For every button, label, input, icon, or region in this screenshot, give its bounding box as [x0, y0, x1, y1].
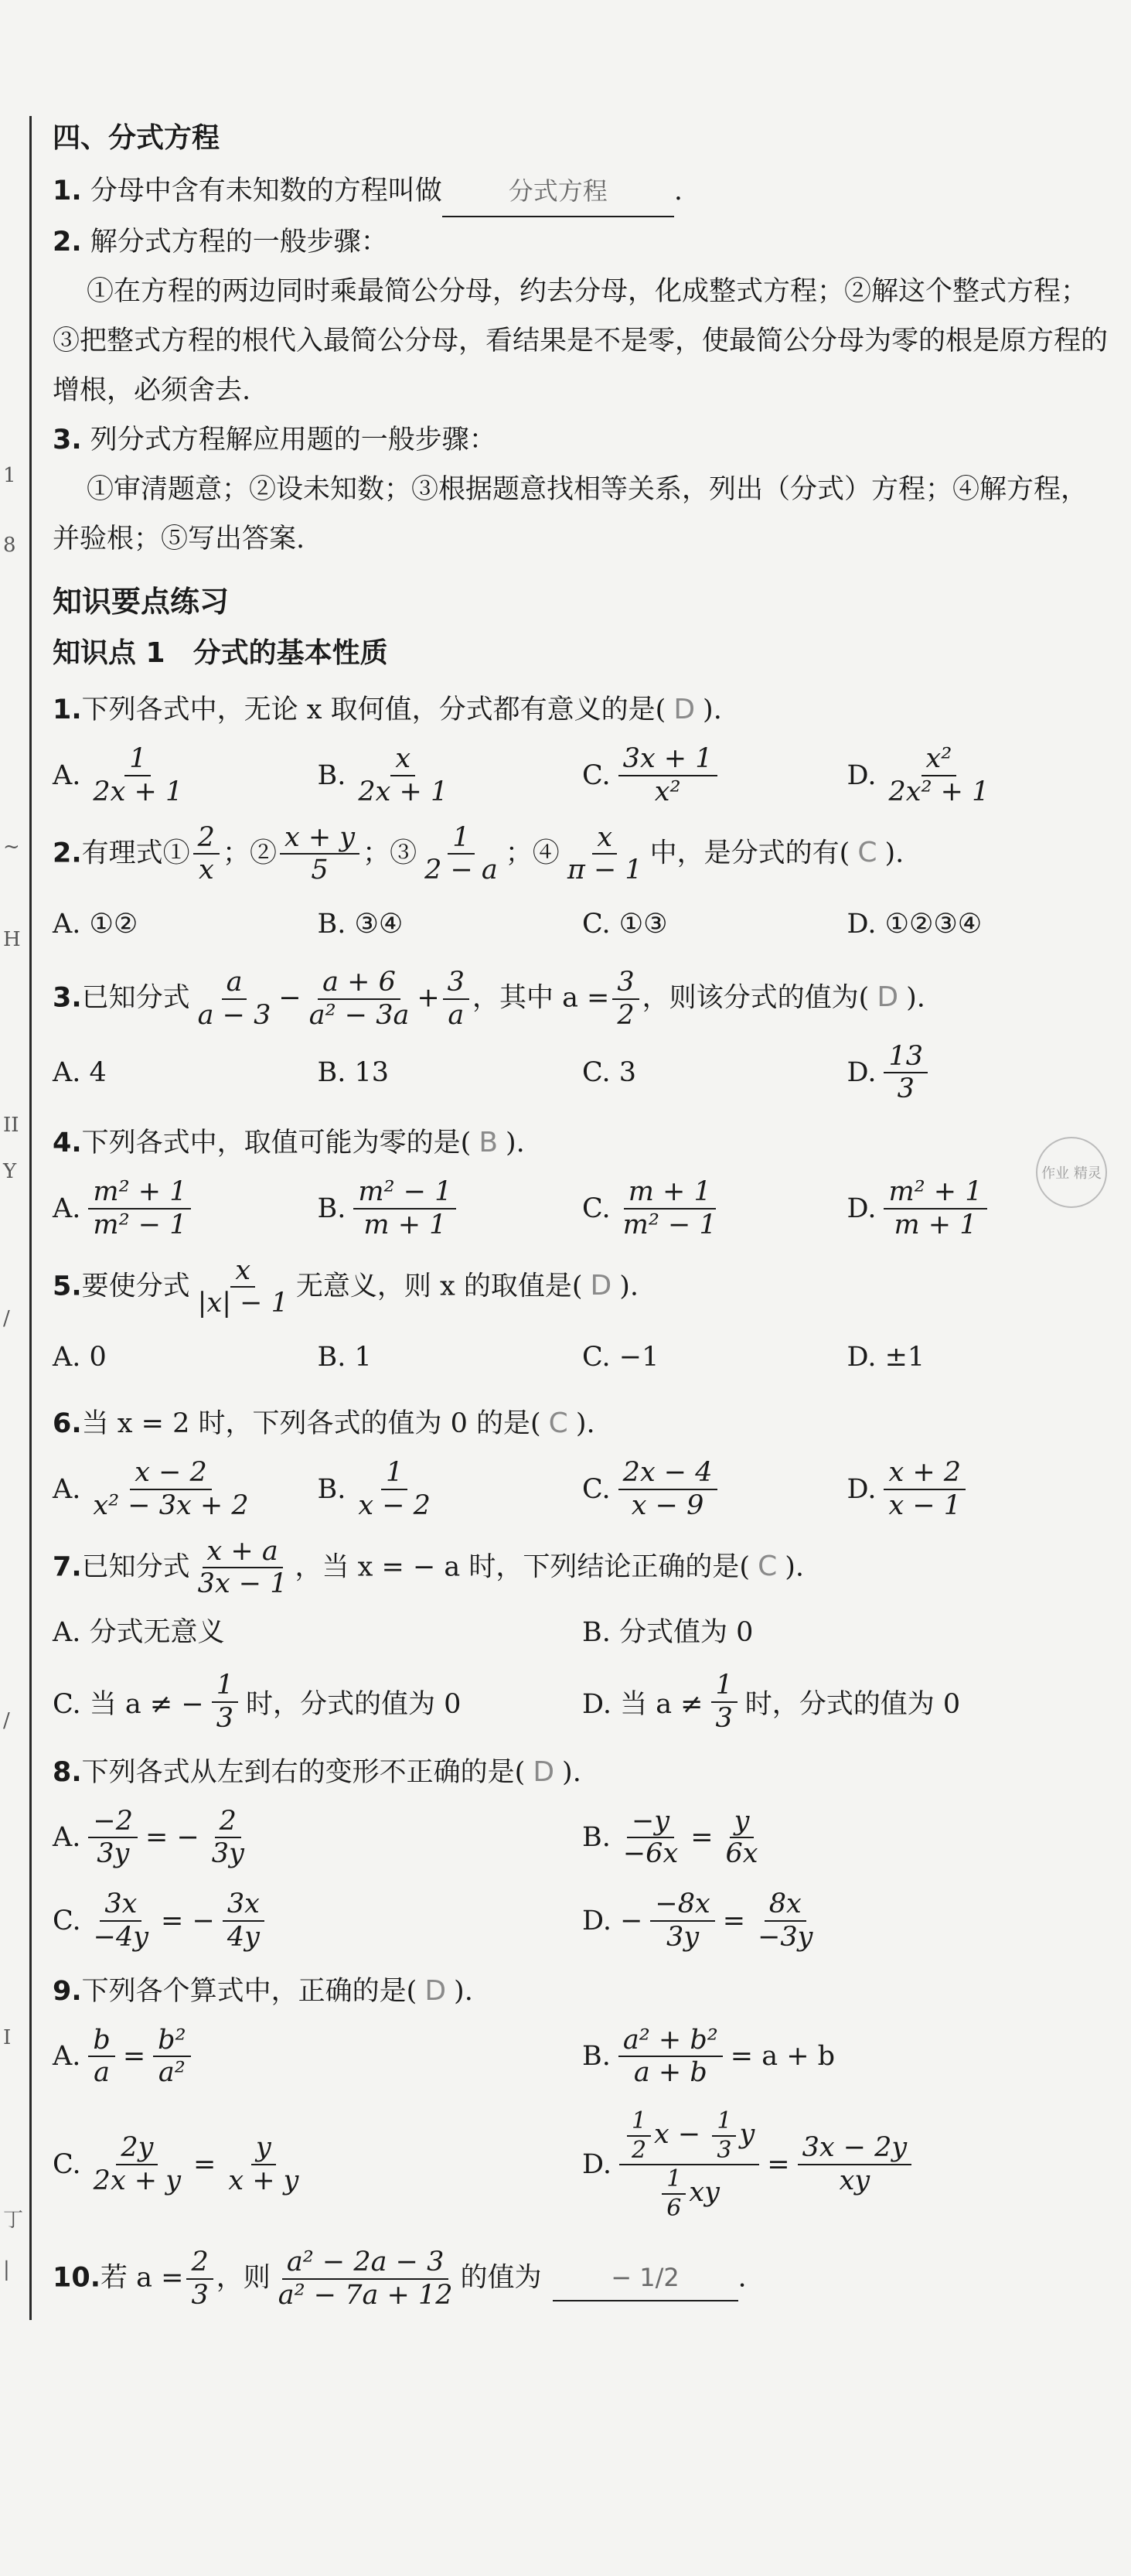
item-2-title: 2. 解分式方程的一般步骤：: [53, 227, 388, 258]
options-8: [53, 1807, 1112, 1952]
option: D. − $\frac{-8x}{3y}$ = $\frac{8x}{-3y}$: [582, 1888, 813, 1953]
option: D. $\frac{x + 2}{x - 1}$: [847, 1459, 1112, 1520]
option: A. $\frac{x - 2}{\text{x² − 3x + 2}}$: [53, 1457, 249, 1521]
item-2-body: ①在方程的两边同时乘最简公分母，约去分母，化成整式方程；②解这个整式方程；③把整式方程的根代入最简公分母，看结果是不是零，使最简公分母为零的根是原方程的增根，必须舍去.: [53, 276, 1109, 406]
option: C. ①③: [582, 909, 668, 940]
option: A. 4: [53, 1057, 107, 1089]
option: C. $\frac{2x - 4}{x - 9}$: [582, 1459, 847, 1520]
answer-mark: D: [673, 694, 696, 725]
edge-mark: 丁: [3, 2209, 24, 2232]
section-title: 四、分式方程: [53, 122, 220, 154]
option: A. $\frac{1}{2x + 1}$: [53, 743, 183, 807]
edge-mark: Y: [3, 1160, 17, 1183]
question-10: 10.若 a = $\frac{2}{3}$ ，则 $\frac{\text{a² − 2a − 3}}{\text{a² − 7a + 12}}$ 的值为 − 1/2 .: [53, 2247, 747, 2311]
binding-margin-line: [29, 116, 32, 2320]
answer-mark: C: [758, 1550, 778, 1582]
options-2: [53, 897, 1112, 951]
option: B. $\frac{\text{m² − 1}}{m + 1}$: [318, 1178, 583, 1240]
item-3-body: ①审清题意；②设未知数；③根据题意找相等关系，列出（分式）方程；④解方程，并验根；⑤写出答案.: [53, 474, 1088, 554]
edge-mark: I: [3, 2026, 12, 2049]
option: B. $\frac{x}{2x + 1}$: [317, 743, 448, 807]
option: A. 0: [53, 1342, 107, 1373]
options-7: [53, 1611, 1112, 1733]
option: A. 分式无意义: [53, 1617, 225, 1648]
item-1: 1. 分母中含有未知数的方程叫做 分式方程 .: [53, 166, 1112, 217]
options-1: [53, 745, 1112, 807]
options-6: [53, 1459, 1112, 1520]
answer-mark: D: [590, 1269, 612, 1302]
option: B. 1: [317, 1342, 372, 1373]
question-8: 8.下列各式从左到右的变形不正确的是( D ).: [53, 1755, 581, 1788]
option: D. $\frac{\text{m² + 1}}{m + 1}$: [847, 1178, 1112, 1240]
edge-mark: ~: [3, 835, 20, 858]
answer-mark: C: [548, 1407, 568, 1439]
option: B. $\frac{-y}{-6x}$ = $\frac{y}{6x}$: [582, 1805, 758, 1870]
question-2: 2.有理式① $\frac{2}{x}$ ；② $\frac{x + y}{5}$ ；③ $\frac{1}{2 - a}$ ；④ $\frac{x}{\pi - 1}$ 中，是分式的有( C ).: [53, 821, 904, 886]
option: A. $\frac{\text{m² + 1}}{\text{m² − 1}}$: [53, 1178, 318, 1240]
watermark-stamp: 作业 精灵: [1036, 1137, 1107, 1208]
option: B. $\frac{\text{a² + b²}}{a + b}$ = a + b: [582, 2024, 836, 2089]
edge-mark: |: [3, 2258, 10, 2281]
answer-mark: D: [533, 1755, 555, 1788]
question-7: 7.已知分式 $\frac{x + a}{3x - 1}$ ，当 x = − a 时，下列结论正确的是( C ).: [53, 1535, 804, 1600]
question-6: 6.当 x = 2 时，下列各式的值为 0 的是( C ).: [53, 1407, 595, 1439]
option: A. $\frac{b}{a}$ = $\frac{\text{b²}}{\text{a²}}$: [53, 2026, 582, 2088]
knowledge-point-heading: 知识点 1 分式的基本性质: [53, 637, 388, 669]
option: D. ±1: [847, 1342, 925, 1373]
question-1: 1.下列各式中，无论 x 取何值，分式都有意义的是( D ).: [53, 694, 722, 725]
question-9: 9.下列各个算式中，正确的是( D ).: [53, 1974, 473, 2007]
option: C. 3: [582, 1057, 637, 1089]
option: C. 当 a ≠ − $\frac{1}{3}$ 时，分式的值为 0: [53, 1670, 462, 1734]
options-9: [53, 2026, 1112, 2221]
edge-mark: 1: [3, 464, 16, 487]
edge-mark: II: [3, 1114, 19, 1137]
edge-mark: /: [3, 1709, 10, 1732]
option: A. $\frac{-2}{3y}$ = − $\frac{2}{3y}$: [53, 1805, 244, 1870]
question-3: 3.已知分式 $\frac{a}{a - 3}$ − $\frac{a + 6}{\text{a² − 3a}}$ + $\frac{3}{a}$ ，其中 a = $\frac{3}{2}$ ，则该分式的值为( D ).: [53, 967, 925, 1031]
options-3: [53, 1042, 1112, 1104]
answer-mark: B: [479, 1127, 499, 1158]
question-5: 5.要使分式 $\frac{x}{|x| - 1}$ 无意义，则 x 的取值是( D ).: [53, 1254, 639, 1319]
options-4: [53, 1178, 1112, 1240]
option: A. ①②: [53, 909, 138, 940]
edge-mark: 8: [3, 534, 16, 557]
edge-mark: /: [3, 1307, 10, 1330]
option: B. 分式值为 0: [582, 1617, 754, 1648]
fill-blank-answer: − 1/2: [553, 2255, 738, 2301]
option: D. ①②③④: [847, 909, 983, 940]
option: D. 当 a ≠ $\frac{1}{3}$ 时，分式的值为 0: [582, 1670, 961, 1734]
practice-heading: 知识要点练习: [53, 585, 230, 619]
option: B. ③④: [317, 909, 404, 940]
edge-mark: H: [3, 928, 21, 951]
option: C. $\frac{2y}{2x + y}$ = $\frac{y}{x + y}$: [53, 2132, 299, 2196]
answer-mark: D: [424, 1974, 447, 2007]
page-content: [53, 116, 1112, 2310]
option: C. −1: [582, 1342, 659, 1373]
option: D. $\frac{13}{3}$: [847, 1042, 1112, 1104]
options-5: [53, 1330, 1112, 1384]
option: C. $\frac{m + 1}{\text{m² − 1}}$: [582, 1176, 717, 1240]
question-4: 4.下列各式中，取值可能为零的是( B ).: [53, 1127, 525, 1158]
option: D. $\frac{1}{2}$ x − $\frac{1}{3}$ y $\frac{1}{6}$ xy = $\frac{3x - 2y}{xy}$: [582, 2109, 1112, 2220]
option: C. $\frac{3x + 1}{\text{x²}}$: [582, 745, 847, 807]
item-3-title: 3. 列分式方程解应用题的一般步骤：: [53, 425, 496, 455]
fill-blank-answer: 分式方程: [442, 166, 674, 217]
option: B. $\frac{1}{x - 2}$: [317, 1457, 431, 1521]
option: B. 13: [317, 1057, 390, 1089]
answer-mark: C: [857, 836, 877, 868]
answer-mark: D: [877, 981, 899, 1014]
option: D. $\frac{\text{x²}}{\text{2x² + 1}}$: [847, 743, 990, 807]
option: C. $\frac{3x}{-4y}$ = − $\frac{3x}{4y}$: [53, 1890, 582, 1952]
